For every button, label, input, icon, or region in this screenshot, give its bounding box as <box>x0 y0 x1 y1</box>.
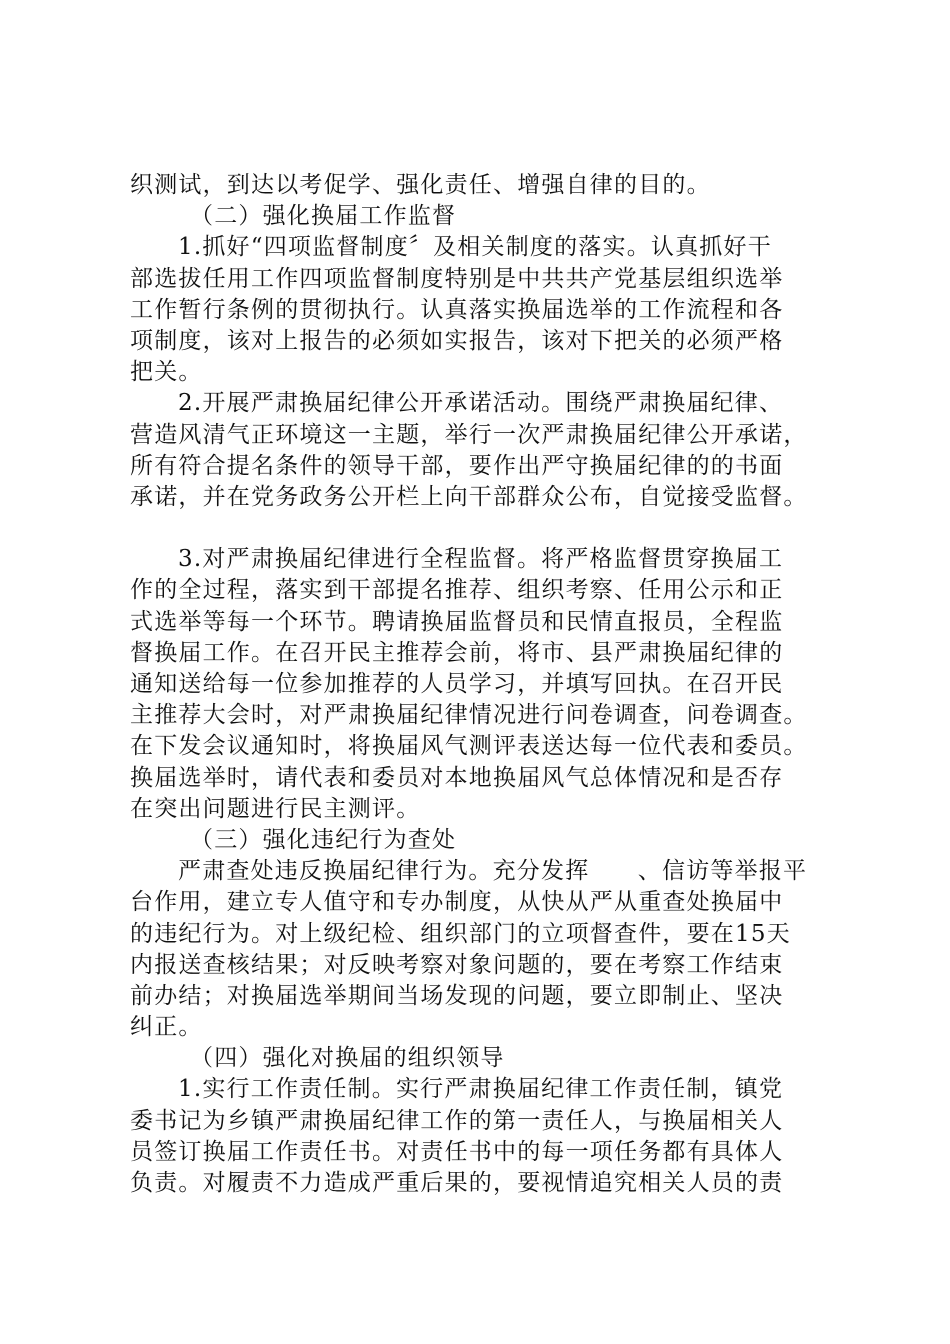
text-line: 主推荐大会时，对严肃换届纪律情况进行问卷调查，问卷调查。 <box>130 702 808 729</box>
text-line: 承诺，并在党务政务公开栏上向干部群众公布，自觉接受监督。 <box>130 483 808 510</box>
text-line: 通知送给每一位参加推荐的人员学习，并填写回执。在召开民 <box>130 671 784 697</box>
text-line: 严肃查处违反换届纪律行为。充分发挥 、信访等举报平 <box>178 858 808 885</box>
text-line: 2.开展严肃换届纪律公开承诺活动。围绕严肃换届纪律、 <box>178 390 784 417</box>
text-line: 换届选举时，请代表和委员对本地换届风气总体情况和是否存 <box>130 764 784 791</box>
text-line: 的违纪行为。对上级纪检、组织部门的立项督查件，要在15天 <box>130 920 791 947</box>
text-line: 部选拔任用工作四项监督制度特别是中共共产党基层组织选举 <box>130 265 784 292</box>
text-line: 委书记为乡镇严肃换届纪律工作的第一责任人，与换届相关人 <box>130 1107 784 1134</box>
section-heading: （三）强化违纪行为查处 <box>190 826 457 853</box>
text-line: 工作暂行条例的贯彻执行。认真落实换届选举的工作流程和各 <box>130 296 784 323</box>
text-line: 在下发会议通知时，将换届风气测评表送达每一位代表和委员。 <box>130 733 808 760</box>
text-line: 纠正。 <box>130 1014 203 1041</box>
text-line: 1.实行工作责任制。实行严肃换届纪律工作责任制，镇党 <box>178 1076 784 1103</box>
text-line: 负责。对履责不力造成严重后果的，要视情追究相关人员的责 <box>130 1170 784 1196</box>
section-heading: （四）强化对换届的组织领导 <box>190 1045 505 1072</box>
text-line: 在突出问题进行民主测评。 <box>130 795 421 822</box>
document-body <box>130 170 820 1199</box>
text-line: 台作用，建立专人值守和专办制度，从快从严从重查处换届中 <box>130 889 784 916</box>
text-line: 督换届工作。在召开民主推荐会前，将市、县严肃换届纪律的 <box>130 639 784 666</box>
section-heading: （二）强化换届工作监督 <box>190 203 457 230</box>
text-line: 员签订换届工作责任书。对责任书中的每一项任务都有具体人 <box>130 1138 784 1165</box>
text-line: 前办结；对换届选举期间当场发现的问题，要立即制止、坚决 <box>130 982 784 1009</box>
text-line: 织测试，到达以考促学、强化责任、增强自律的目的。 <box>130 172 711 198</box>
text-line: 营造风清气正环境这一主题，举行一次严肃换届纪律公开承诺， <box>130 421 808 448</box>
text-line: 3.对严肃换届纪律进行全程监督。将严格监督贯穿换届工 <box>178 546 784 573</box>
text-line: 把关。 <box>130 359 203 386</box>
text-line: 所有符合提名条件的领导干部，要作出严守换届纪律的的书面 <box>130 452 784 479</box>
text-line: 项制度，该对上报告的必须如实报告，该对下把关的必须严格 <box>130 327 784 354</box>
text-line: 1.抓好“四项监督制度〞及相关制度的落实。认真抓好干 <box>178 234 772 261</box>
text-line: 内报送查核结果；对反映考察对象问题的，要在考察工作结束 <box>130 951 784 978</box>
paragraph-gap <box>130 513 820 544</box>
text-line: 作的全过程，落实到干部提名推荐、组织考察、任用公示和正 <box>130 577 784 604</box>
text-line: 式选举等每一个环节。聘请换届监督员和民情直报员，全程监 <box>130 608 784 635</box>
